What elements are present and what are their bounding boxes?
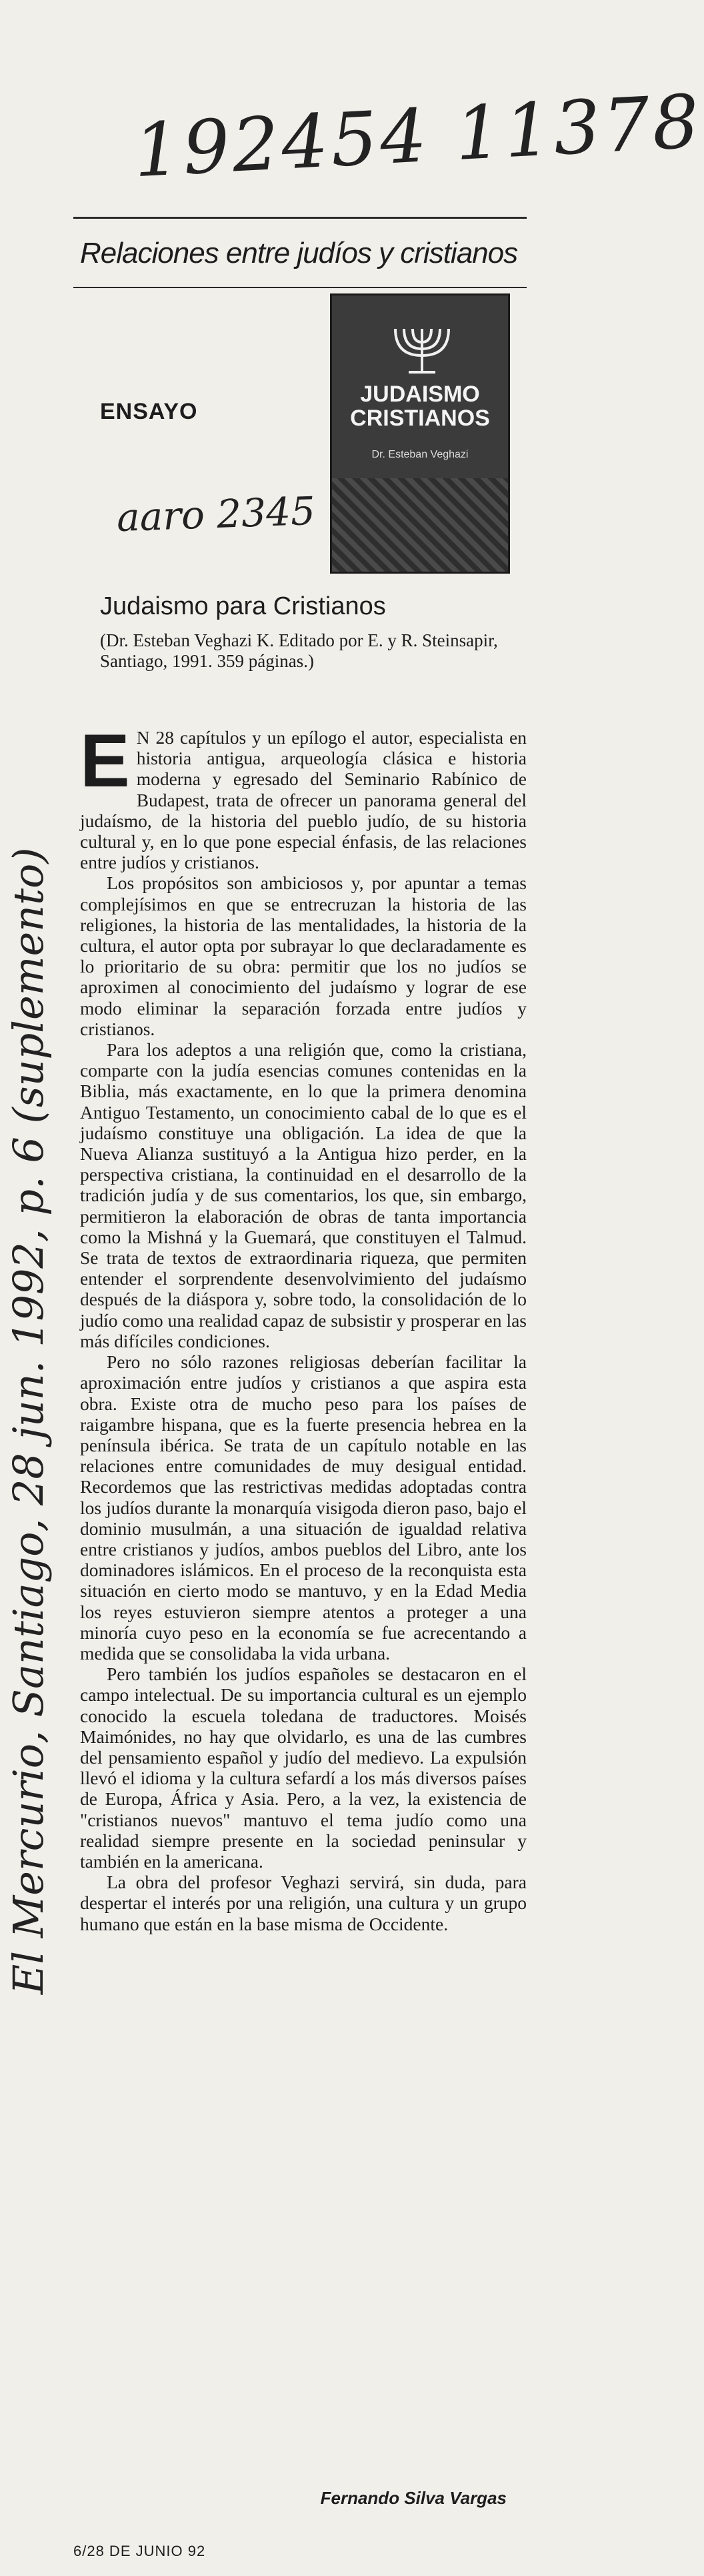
book-cover-title: JUDAISMO CRISTIANOS [350,382,490,431]
kicker-label: ENSAYO [100,399,198,424]
article-headline: Judaismo para Cristianos [100,592,386,620]
book-cover-pattern [332,478,508,572]
article-paragraph: Pero no sólo razones religiosas deberían facilitar la aproximación entre judíos y cristianos a que aspira esta obra. Existe otra de mucho peso para los países de raigambre hispana, que es la fuerte presencia hebrea en la península ibérica. Se trata de un capítulo notable en las relaciones entre comunidades de muy desigual entidad. Recordemos que las restrictivas medidas adoptadas contra los judíos durante la monarquía visigoda dieron paso, bajo el dominio musulmán, a una situación de igualdad relativa entre cristianos y judíos, ambos pueblos del Libro, ante los dominadores islámicos. En el proceso de la reconquista esta situación en cierto modo se mantuvo, y en la Edad Media los reyes estuvieron siempre atentos a proteger a una minoría cuyo peso en la economía se fue acrecentando a medida que se consolidaba la vida urbana. [80,1351,527,1664]
section-title: Relaciones entre judíos y cristianos [80,237,518,269]
book-cover-author: Dr. Esteban Veghazi [371,449,469,460]
article-paragraph [80,719,527,873]
menorah-icon [382,322,462,376]
article-paragraph: Pero también los judíos españoles se destacaron en el campo intelectual. De su importancia cultural es un ejemplo conocido la escuela toledana de traductores. Moisés Maimónides, no hay que olvidarlo, es una de las cumbres del pensamiento español y judío del medievo. La expulsión llevó el idioma y la cultura sefardí a los más diversos países de Europa, África y Asia. Pero, a la vez, la existencia de "cristianos nuevos" mantuvo el tema judío como una realidad siempre presente en la sociedad peninsular y también en la americana. [80,1664,527,1872]
article-paragraph: Los propósitos son ambiciosos y, por apuntar a temas complejísimos en que se entrecruzan la historia de las religiones, la historia de las mentalidades, la historia de la cultura, el autor opta por subrayar lo que declaradamente es lo prioritario de su obra: permitir que los no judíos se aproximen al conocimiento del judaísmo y lograr de ese modo eliminar la separación forzada entre judíos y cristianos. [80,872,527,1039]
handwritten-catalog-number: 192454 11378 [131,78,704,194]
book-credits: (Dr. Esteban Veghazi K. Editado por E. y R. Steinsapir, Santiago, 1991. 359 páginas.) [100,630,498,671]
handwritten-archive-mark: aaro 2345 [115,488,316,541]
top-rule [73,217,527,219]
page-footer-date: 6/28 DE JUNIO 92 [73,2543,206,2559]
author-signature: Fernando Silva Vargas [320,2488,507,2508]
article-paragraph: Para los adeptos a una religión que, como la cristiana, comparte con la judía esencias comunes contenidas en la Biblia, más exactamente, en lo que la primera denomina Antiguo Testamento, un conocimiento cabal de lo que es el judaísmo constituye una obligación. La idea de que la Nueva Alianza sustituyó a la Antigua hizo perder, en la perspectiva cristiana, la continuidad en el desarrollo de la tradición judía y de sus comentarios, los que, sin embargo, permitieron la elaboración de obras de tanta importancia como la Mishná y la Guemará, que constituyen el Talmud. Se trata de textos de extraordinaria riqueza, que permiten entender el sorprendente desenvolvimiento del judaísmo después de la diáspora y, sobre todo, la consolidación de lo judío como una realidad capaz de subsistir y prosperar en las más difíciles condiciones. [80,1039,527,1351]
handwritten-source-note: El Mercurio, Santiago, 28 jun. 1992, p. 6 (suplemento) [4,847,53,1994]
article-body [80,719,527,1934]
book-cover-image [330,293,510,574]
drop-cap: E [80,719,130,802]
paragraph-text: N 28 capítulos y un epílogo el autor, especialista en historia antigua, arqueología clásica e historia moderna y egresado del Seminario Rabínico de Budapest, trata de ofrecer un panorama general del judaísmo, de la historia del pueblo judío, de su historia cultural y, en lo que pone especial énfasis, de las relaciones entre judíos y cristianos. [80,727,527,873]
section-rule [73,287,527,288]
article-paragraph: La obra del profesor Veghazi servirá, sin duda, para despertar el interés por una religión, una cultura y un grupo humano que están en la base misma de Occidente. [80,1872,527,1934]
